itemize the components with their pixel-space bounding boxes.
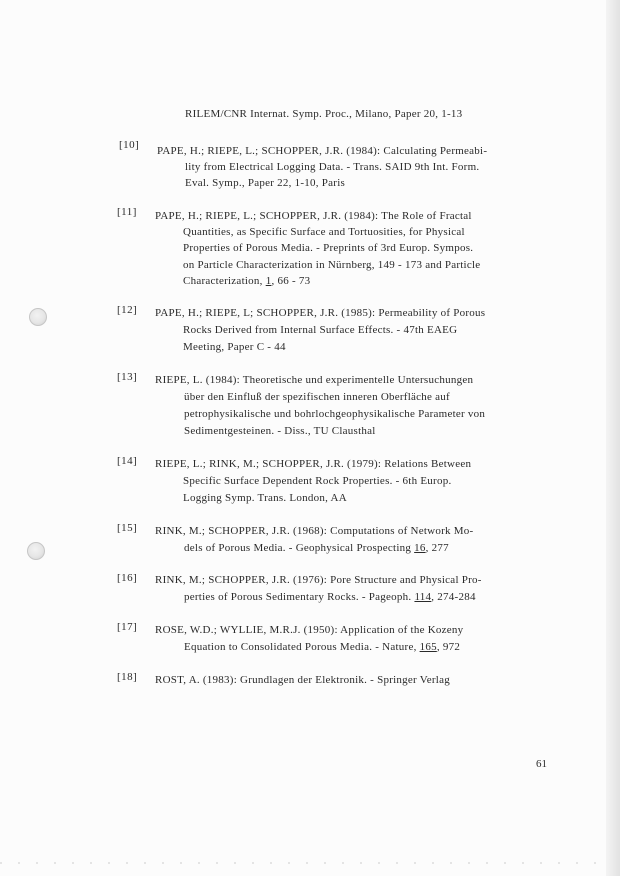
reference-line: ROSE, W.D.; WYLLIE, M.R.J. (1950): Application of the Kozeny	[155, 624, 464, 636]
reference-number: [15]	[117, 522, 138, 534]
reference-line: ROST, A. (1983): Grundlagen der Elektronik. - Springer Verlag	[155, 674, 450, 686]
reference-line: on Particle Characterization in Nürnberg, 149 - 173 and Particle	[183, 259, 481, 271]
reference-line: RIEPE, L. (1984): Theoretische und experimentelle Untersuchungen	[155, 374, 474, 386]
reference-line: PAPE, H.; RIEPE, L.; SCHOPPER, J.R. (1984): The Role of Fractal	[155, 210, 472, 222]
punch-hole	[29, 308, 47, 326]
reference-number: [14]	[117, 455, 138, 467]
reference-number: [17]	[117, 621, 138, 633]
reference-line: Rocks Derived from Internal Surface Effects. - 47th EAEG	[183, 324, 458, 336]
reference-line: Eval. Symp., Paper 22, 1-10, Paris	[185, 177, 346, 189]
reference-number: [13]	[117, 371, 138, 383]
reference-line: Meeting, Paper C - 44	[183, 341, 286, 353]
reference-number: [16]	[117, 572, 138, 584]
reference-line: PAPE, H.; RIEPE, L.; SCHOPPER, J.R. (1984): Calculating Permeabi-	[157, 145, 488, 157]
page-number: 61	[536, 758, 547, 770]
reference-line: RINK, M.; SCHOPPER, J.R. (1976): Pore Structure and Physical Pro-	[155, 574, 482, 586]
reference-number: [11]	[117, 206, 137, 218]
reference-line: Properties of Porous Media. - Preprints of 3rd Europ. Sympos.	[183, 242, 474, 254]
reference-line: Equation to Consolidated Porous Media. - Nature, 165, 972	[184, 641, 461, 653]
reference-number: [10]	[119, 139, 140, 151]
reference-line: über den Einfluß der spezifischen inneren Oberfläche auf	[184, 391, 450, 403]
reference-line: petrophysikalische und bohrlochgeophysikalische Parameter von	[184, 408, 486, 420]
reference-line: RINK, M.; SCHOPPER, J.R. (1968): Computations of Network Mo-	[155, 525, 474, 537]
reference-line: RIEPE, L.; RINK, M.; SCHOPPER, J.R. (1979): Relations Between	[155, 458, 472, 470]
reference-line: lity from Electrical Logging Data. - Trans. SAID 9th Int. Form.	[185, 161, 480, 173]
scan-artifact-line	[0, 862, 606, 864]
reference-line: Logging Symp. Trans. London, AA	[183, 492, 347, 504]
reference-line: perties of Porous Sedimentary Rocks. - Pageoph. 114, 274-284	[184, 591, 476, 603]
punch-hole	[27, 542, 45, 560]
reference-number: [12]	[117, 304, 138, 316]
reference-line: Characterization, 1, 66 - 73	[183, 275, 311, 287]
reference-number: [18]	[117, 671, 138, 683]
reference-line: Sedimentgesteinen. - Diss., TU Clausthal	[184, 425, 376, 437]
page-edge-shadow	[606, 0, 620, 876]
reference-line: dels of Porous Media. - Geophysical Prospecting 16, 277	[184, 542, 449, 554]
reference-continuation: RILEM/CNR Internat. Symp. Proc., Milano, Paper 20, 1-13	[185, 108, 463, 120]
reference-line: Specific Surface Dependent Rock Properties. - 6th Europ.	[183, 475, 452, 487]
reference-line: PAPE, H.; RIEPE, L; SCHOPPER, J.R. (1985): Permeability of Porous	[155, 307, 486, 319]
reference-line: Quantities, as Specific Surface and Tortuosities, for Physical	[183, 226, 465, 238]
